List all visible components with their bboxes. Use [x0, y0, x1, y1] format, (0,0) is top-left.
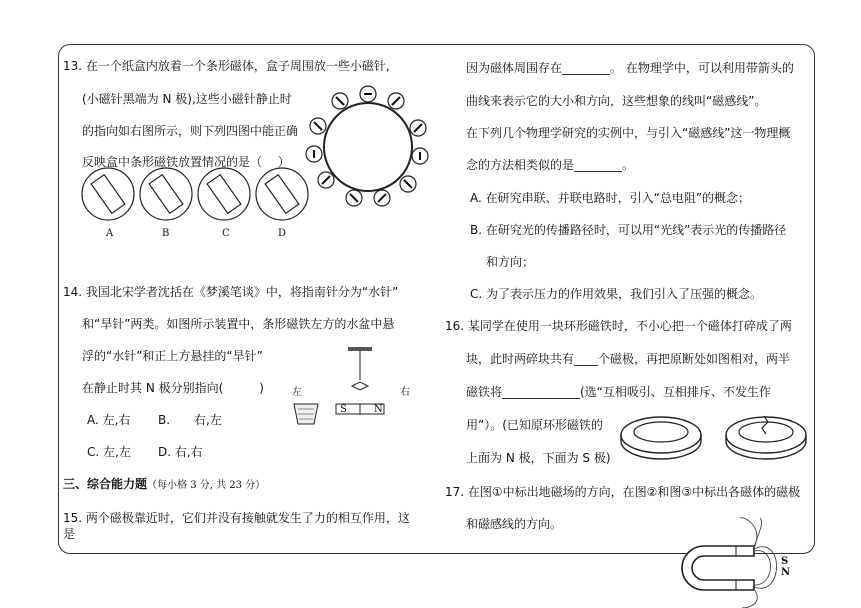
option-a-label: A: [106, 228, 114, 239]
q14-line2: 和“旱针”两类。如图所示装置中，条形磁铁左方的水盆中悬: [82, 317, 395, 331]
compass-ring-figure: [300, 84, 450, 210]
q15-option-a: A. 在研究串联、并联电路时，引入“总电阻”的概念；: [470, 191, 751, 205]
q15-line2: 是: [63, 527, 76, 541]
q15-option-c: C. 为了表示压力的作用效果，我们引入了压强的概念。: [470, 287, 763, 301]
left-label: 左: [292, 387, 302, 398]
q13-line3: 的指向如右图所示，则下列四图中能正确: [82, 124, 299, 138]
q16-line2: 块，此时两碎块共有____个磁极，再把原断处如图相对，两半: [466, 352, 791, 366]
horseshoe-s-label: S: [781, 556, 789, 567]
horseshoe-n-label: N: [781, 567, 791, 578]
ring-magnet-figure: [616, 410, 816, 460]
q14-line3: 浮的“水针”和正上方悬挂的“旱针”: [82, 349, 263, 363]
q15-option-b-cont: 和方向；: [486, 255, 535, 269]
q16-line5: 上面为 N 极，下面为 S 极): [466, 451, 611, 465]
q15-right-line4: 念的方法相类似的是________。: [466, 158, 635, 172]
section-title: [63, 476, 265, 494]
q14-option-b: B. 右,左: [158, 413, 222, 427]
q15-line1: 15. 两个磁极靠近时，它们并没有接触就发生了力的相互作用，这: [63, 511, 410, 525]
q13-line2: (小磁针黑端为 N 极),这些小磁针静止时: [82, 92, 292, 106]
q17-line2: 和磁感线的方向。: [466, 517, 563, 531]
q16-line3: 磁铁将_____________(选“互相吸引、互相排斥、不发生作: [466, 385, 771, 399]
q13-line4: 反映盒中条形磁铁放置情况的是（ ）: [82, 155, 290, 169]
q13-options-figure: [76, 166, 316, 228]
horseshoe-magnet-figure: [664, 516, 794, 608]
q14-line4: 在静止时其 N 极分别指向( ): [82, 381, 264, 395]
q17-line1: 17. 在图①中标出地磁场的方向，在图②和图③中标出各磁体的磁极: [445, 485, 801, 499]
q15-option-b: B. 在研究光的传播路径时，可以用“光线”表示光的传播路径: [470, 223, 787, 237]
q16-line4: 用”）。(已知原环形磁铁的: [466, 418, 603, 432]
q14-option-a: A. 左,右: [87, 413, 131, 427]
q15-right-line2: 曲线来表示它的大小和方向，这些想象的线叫“磁感线”。: [466, 94, 767, 108]
option-d-label: D: [278, 228, 287, 239]
section-note: （每小格 3 分, 共 23 分）: [147, 480, 266, 491]
q14-option-d: D. 右,右: [158, 445, 203, 459]
right-label: 右: [400, 387, 410, 398]
q14-option-c: C. 左,左: [87, 445, 131, 459]
option-b-label: B: [162, 228, 170, 239]
magnet-s-label: S: [340, 404, 347, 415]
q15-right-line1: 因为磁体周围存在________。 在物理学中，可以利用带箭头的: [466, 61, 794, 75]
q14-line1: 14. 我国北宋学者沈括在《梦溪笔谈》中，将指南针分为“水针”: [63, 285, 399, 299]
section-title-text: 三、综合能力题: [63, 477, 148, 491]
q16-line1: 16. 某同学在使用一块环形磁铁时，不小心把一个磁体打碎成了两: [445, 319, 792, 333]
q15-right-line3: 在下列几个物理学研究的实例中，与引入“磁感线”这一物理概: [466, 126, 791, 140]
q13-line1: 13. 在一个纸盒内放着一个条形磁体，盒子周围放一些小磁针,: [63, 59, 390, 73]
option-c-label: C: [222, 228, 230, 239]
water-needle-figure: [290, 344, 390, 430]
magnet-n-label: N: [374, 404, 383, 415]
